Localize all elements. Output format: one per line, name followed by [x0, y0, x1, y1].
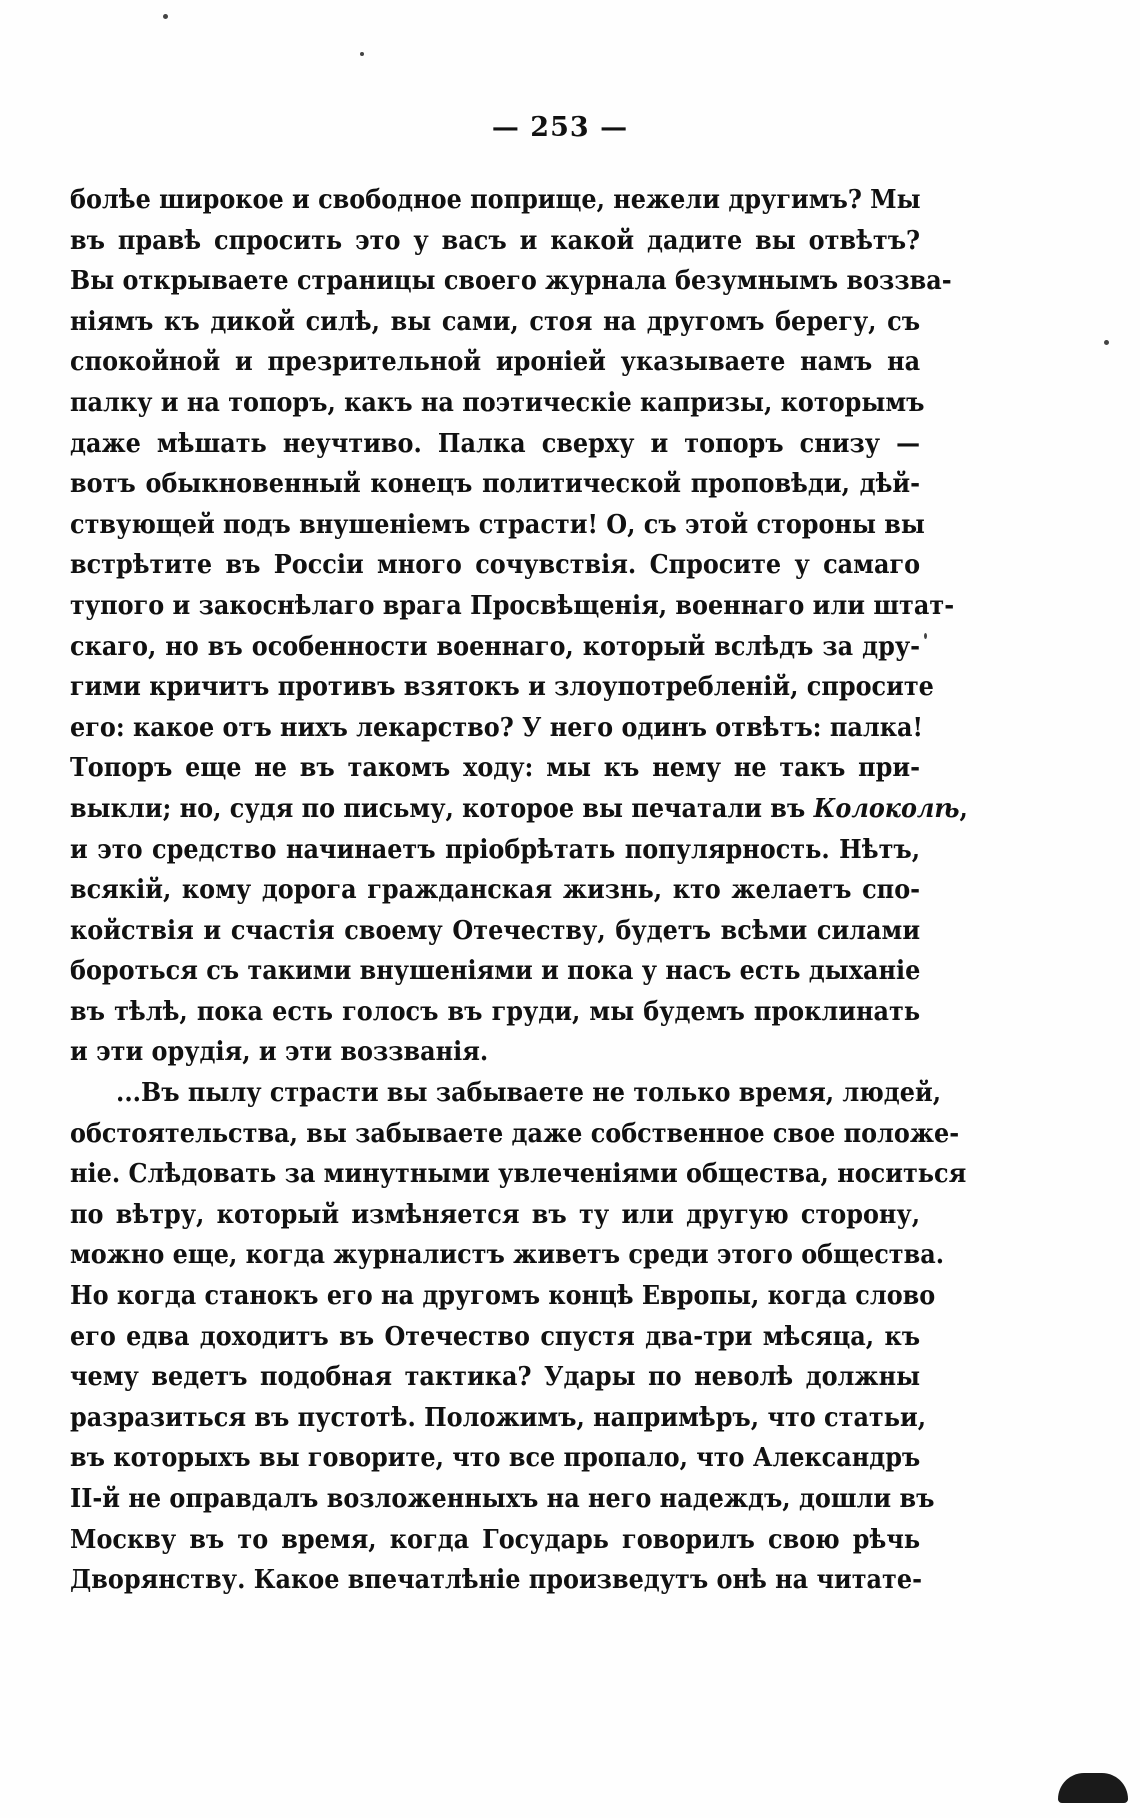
scan-speck — [1104, 340, 1109, 345]
text-line: Вы открываете страницы своего журнала безумнымъ воззва- — [70, 266, 952, 297]
text-line: въ тѣлѣ, пока есть голосъ въ груди, мы будемъ проклинать — [70, 996, 921, 1027]
scan-speck — [360, 52, 364, 56]
text-line: въ правѣ спросить это у васъ и какой дадите вы отвѣтъ? — [70, 225, 921, 256]
text-line: вотъ обыкновенный конецъ политической проповѣди, дѣй- — [70, 469, 921, 500]
text-line: по вѣтру, который измѣняется въ ту или другую сторону, — [70, 1199, 921, 1230]
text-line: Москву въ то время, когда Государь говорилъ свою рѣчь — [70, 1524, 921, 1555]
text-line: ніямъ къ дикой силѣ, вы сами, стоя на другомъ берегу, съ — [70, 306, 921, 337]
scan-speck — [163, 14, 168, 19]
italic-title: Колоколѣ — [813, 793, 960, 824]
text-line: чему ведетъ подобная тактика? Удары по неволѣ должны — [70, 1362, 921, 1393]
text-line: Но когда станокъ его на другомъ концѣ Европы, когда слово — [70, 1281, 936, 1312]
text-line: бороться съ такими внушеніями и пока у насъ есть дыханіе — [70, 956, 921, 987]
text-line: и эти орудія, и эти воззванія. — [70, 1037, 489, 1068]
scan-smudge — [1058, 1773, 1128, 1803]
body-text — [70, 180, 968, 1601]
text-line: и это средство начинаетъ пріобрѣтать популярность. Нѣтъ, — [70, 834, 921, 865]
text-line: всякій, кому дорога гражданская жизнь, кто желаетъ спо- — [70, 875, 921, 906]
text-line: разразиться въ пустотѣ. Положимъ, напримѣръ, что статьи, — [70, 1402, 927, 1433]
text-line: можно еще, когда журналистъ живетъ среди этого общества. — [70, 1240, 945, 1271]
text-line: Дворянству. Какое впечатлѣніе произведутъ онѣ на читате- — [70, 1565, 923, 1596]
scan-speck — [924, 633, 927, 639]
text-line: тупого и закоснѣлаго врага Просвѣщенія, военнаго или штат- — [70, 590, 955, 621]
text-line: ніе. Слѣдовать за минутными увлеченіями общества, носиться — [70, 1159, 967, 1190]
text-line: палку и на топоръ, какъ на поэтическіе капризы, которымъ — [70, 387, 925, 418]
text-line: его едва доходитъ въ Отечество спустя два-три мѣсяца, къ — [70, 1321, 921, 1352]
text-segment: выкли; но, судя по письму, которое вы печатали въ — [70, 793, 814, 824]
text-line: встрѣтите въ Россіи много сочувствія. Спросите у самаго — [70, 550, 921, 581]
text-line: обстоятельства, вы забываете даже собственное свое положе- — [70, 1118, 960, 1149]
text-line: гими кричитъ противъ взятокъ и злоупотребленій, спросите — [70, 672, 934, 703]
text-line: его: какое отъ нихъ лекарство? У него одинъ отвѣтъ: палка! — [70, 712, 923, 743]
text-line: въ которыхъ вы говорите, что все пропало, что Александръ — [70, 1443, 921, 1474]
text-line: даже мѣшать неучтиво. Палка сверху и топоръ снизу — — [70, 428, 921, 459]
text-line: скаго, но въ особенности военнаго, который вслѣдъ за дру- — [70, 631, 921, 662]
text-line: Топоръ еще не въ такомъ ходу: мы къ нему не такъ при- — [70, 753, 921, 784]
text-line: ствующей подъ внушеніемъ страсти! О, съ этой стороны вы — [70, 509, 925, 540]
page-number: — 253 — — [491, 112, 629, 143]
text-line: болѣе широкое и свободное поприще, нежели другимъ? Мы — [70, 185, 921, 215]
text-line: койствія и счастія своему Отечеству, будетъ всѣми силами — [70, 915, 921, 946]
text-line: II-й не оправдалъ возложенныхъ на него надеждъ, дошли въ — [70, 1484, 935, 1514]
text-line — [70, 789, 968, 830]
text-segment: , — [959, 793, 968, 824]
text-line: спокойной и презрительной ироніей указываете намъ на — [70, 347, 921, 378]
text-line: ...Въ пылу страсти вы забываете не только время, людей, — [116, 1078, 942, 1109]
